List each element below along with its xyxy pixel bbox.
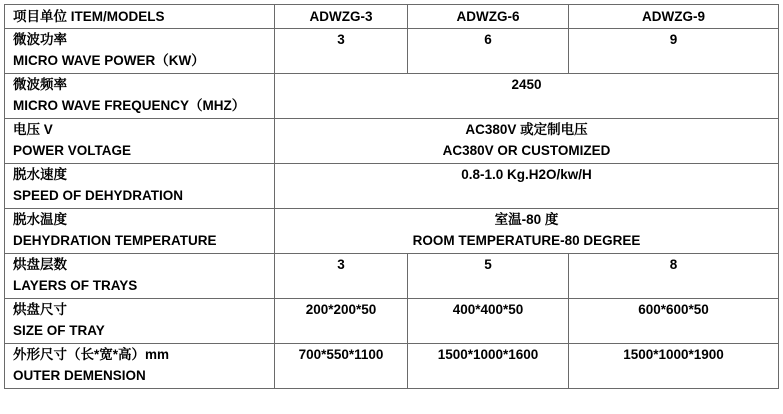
row-label-cn: 微波功率 bbox=[13, 32, 67, 47]
model-name: ADWZG-3 bbox=[309, 9, 373, 24]
merged-cell-value bbox=[275, 164, 779, 209]
row-label-cn: 电压 V bbox=[13, 122, 53, 137]
cell-text-cn: 室温-80 度 bbox=[494, 212, 559, 227]
merged-cell-value bbox=[275, 74, 779, 119]
cell-value bbox=[408, 29, 569, 74]
row-label-en: MICRO WAVE FREQUENCY（MHZ） bbox=[13, 97, 246, 113]
cell-text: 6 bbox=[484, 32, 492, 47]
table-row-power-voltage bbox=[5, 119, 779, 164]
row-label-en: MICRO WAVE POWER（KW） bbox=[13, 52, 205, 68]
cell-value bbox=[408, 254, 569, 299]
row-label-cn: 脱水温度 bbox=[13, 212, 67, 227]
cell-value bbox=[408, 299, 569, 344]
cell-text: 2450 bbox=[511, 77, 542, 92]
cell-text: 5 bbox=[484, 257, 492, 272]
cell-text-en: AC380V OR CUSTOMIZED bbox=[442, 142, 611, 158]
model-header-2 bbox=[408, 5, 569, 29]
spec-table bbox=[4, 4, 779, 389]
model-name: ADWZG-9 bbox=[642, 9, 705, 24]
table-row-outer-dimension bbox=[5, 344, 779, 389]
row-label-en: DEHYDRATION TEMPERATURE bbox=[13, 232, 217, 248]
cell-value bbox=[275, 254, 408, 299]
row-label bbox=[5, 29, 275, 74]
cell-text-cn: AC380V 或定制电压 bbox=[465, 122, 588, 137]
cell-text-en: ROOM TEMPERATURE-80 DEGREE bbox=[412, 232, 641, 248]
cell-value bbox=[569, 254, 779, 299]
row-label bbox=[5, 254, 275, 299]
row-label bbox=[5, 164, 275, 209]
header-label-text: 项目单位 ITEM/MODELS bbox=[13, 9, 165, 24]
cell-text: 700*550*1100 bbox=[298, 347, 384, 362]
cell-value bbox=[408, 344, 569, 389]
cell-value bbox=[569, 299, 779, 344]
cell-text: 3 bbox=[337, 32, 345, 47]
model-name: ADWZG-6 bbox=[456, 9, 520, 24]
row-label-cn: 微波频率 bbox=[13, 77, 67, 92]
cell-text: 1500*1000*1900 bbox=[623, 347, 724, 362]
merged-cell-value bbox=[275, 119, 779, 164]
cell-text: 600*600*50 bbox=[638, 302, 709, 317]
table-row-tray-size bbox=[5, 299, 779, 344]
row-label-en: POWER VOLTAGE bbox=[13, 142, 131, 158]
row-label bbox=[5, 119, 275, 164]
merged-cell-value bbox=[275, 209, 779, 254]
cell-text: 200*200*50 bbox=[305, 302, 377, 317]
header-label bbox=[5, 5, 275, 29]
row-label bbox=[5, 209, 275, 254]
row-label-cn: 外形尺寸（长*宽*高）mm bbox=[13, 347, 170, 362]
row-label-en: SIZE OF TRAY bbox=[13, 322, 105, 338]
table-row-tray-layers bbox=[5, 254, 779, 299]
cell-value bbox=[275, 344, 408, 389]
header-row bbox=[5, 5, 779, 29]
cell-value bbox=[275, 299, 408, 344]
table-row-microwave-frequency bbox=[5, 74, 779, 119]
row-label bbox=[5, 344, 275, 389]
cell-value bbox=[569, 29, 779, 74]
table-row-dehydration-temperature bbox=[5, 209, 779, 254]
cell-text: 400*400*50 bbox=[452, 302, 524, 317]
model-header-1 bbox=[275, 5, 408, 29]
row-label-cn: 脱水速度 bbox=[13, 167, 67, 182]
cell-text: 8 bbox=[669, 257, 678, 272]
model-header-3 bbox=[569, 5, 779, 29]
row-label-en: SPEED OF DEHYDRATION bbox=[13, 187, 184, 203]
row-label bbox=[5, 299, 275, 344]
table-row-dehydration-speed bbox=[5, 164, 779, 209]
cell-text: 3 bbox=[337, 257, 345, 272]
row-label-en: OUTER DEMENSION bbox=[13, 367, 146, 383]
cell-value bbox=[275, 29, 408, 74]
cell-text: 9 bbox=[669, 32, 678, 47]
row-label-cn: 烘盘尺寸 bbox=[13, 302, 67, 317]
cell-text: 1500*1000*1600 bbox=[437, 347, 539, 362]
cell-value bbox=[569, 344, 779, 389]
row-label-en: LAYERS OF TRAYS bbox=[13, 277, 138, 293]
row-label bbox=[5, 74, 275, 119]
cell-text: 0.8-1.0 Kg.H2O/kw/H bbox=[461, 167, 592, 182]
row-label-cn: 烘盘层数 bbox=[13, 257, 67, 272]
table-row-microwave-power bbox=[5, 29, 779, 74]
